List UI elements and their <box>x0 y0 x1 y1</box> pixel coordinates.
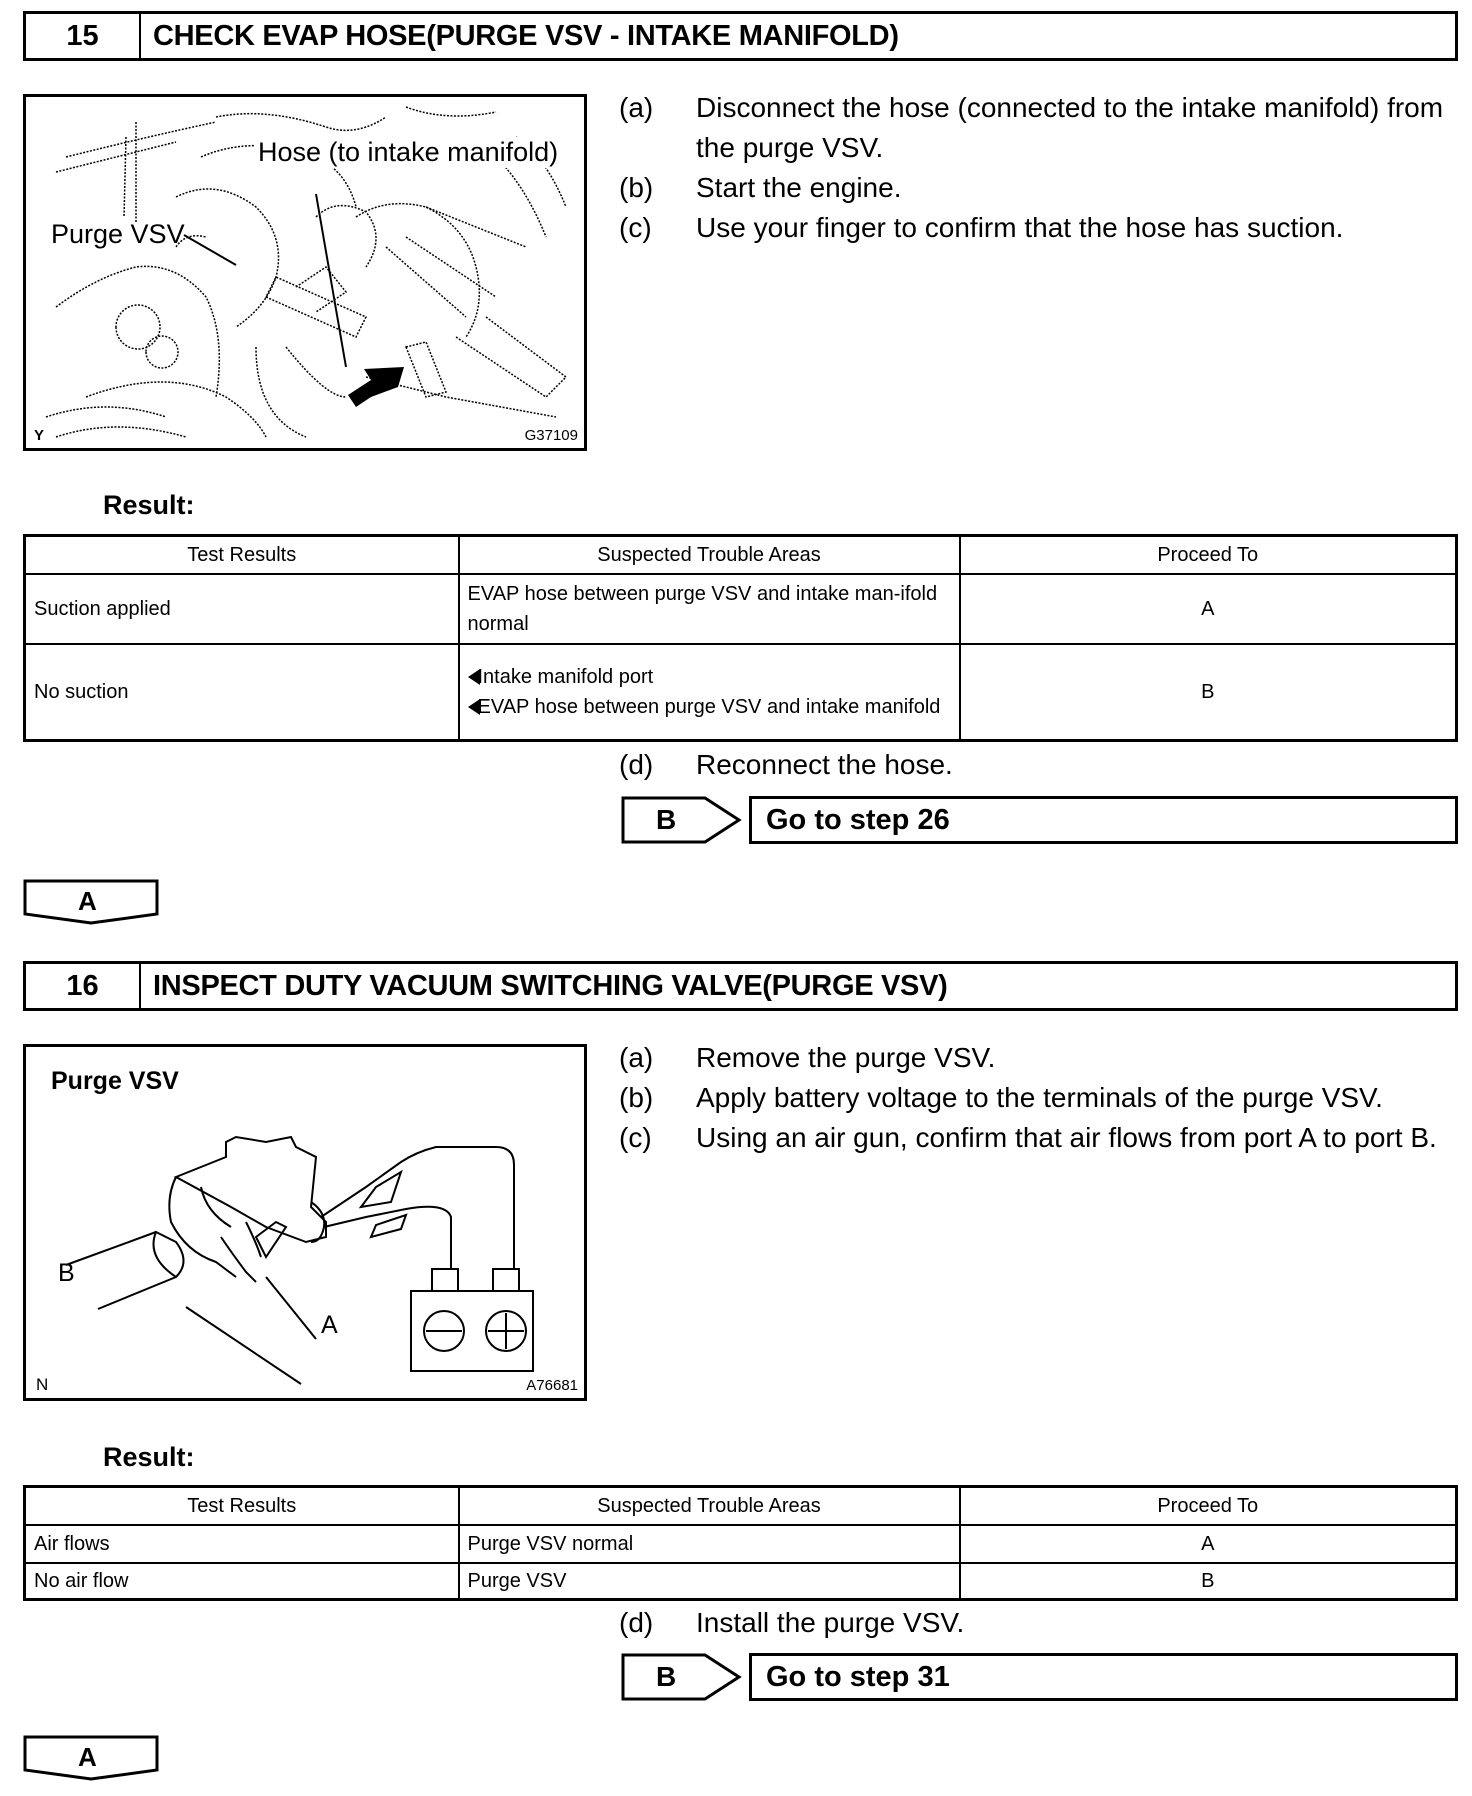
instruction-step: (a) Disconnect the hose (connected to the intake manifold) from the purge VSV. <box>619 92 1444 163</box>
branch-arrow-shape <box>621 1653 743 1701</box>
step-title: CHECK EVAP HOSE(PURGE VSV - INTAKE MANIFOLD) <box>153 19 899 52</box>
table-row <box>25 1563 1457 1599</box>
instruction-step: (d) Reconnect the hose. <box>619 749 953 780</box>
proceed-to-cell: B <box>960 644 1457 740</box>
figure-code: A76681 <box>526 1377 578 1394</box>
hose-label: Hose (to intake manifold) <box>254 137 562 168</box>
column-header: Suspected Trouble Areas <box>459 1487 960 1526</box>
step-number: 16 <box>26 964 141 1008</box>
column-header: Proceed To <box>960 536 1457 575</box>
proceed-to-cell: B <box>960 1563 1457 1599</box>
step-number: 15 <box>26 14 141 58</box>
figure-corner-mark: N <box>36 1375 49 1394</box>
engine-bay-illustration <box>23 94 587 451</box>
go-to-step-link[interactable]: Go to step 26 <box>749 796 1458 844</box>
figure-title: Purge VSV <box>51 1067 179 1095</box>
table-row <box>25 574 1457 644</box>
result-table <box>23 534 1458 742</box>
port-b-label: B <box>58 1259 75 1287</box>
proceed-to-cell: A <box>960 1525 1457 1563</box>
branch-arrow-shape <box>621 796 743 844</box>
test-result-cell: Suction applied <box>25 574 459 644</box>
branch-b-button[interactable]: B <box>621 1653 743 1701</box>
column-header: Test Results <box>25 1487 459 1526</box>
branch-a-button[interactable]: A <box>23 879 159 925</box>
table-row <box>25 1525 1457 1563</box>
result-heading: Result: <box>103 1442 195 1472</box>
figure-code: G37109 <box>524 427 578 444</box>
test-result-cell: No air flow <box>25 1563 459 1599</box>
trouble-area-cell: Intake manifold port EVAP hose between purge VSV and intake manifold <box>459 644 960 740</box>
step-16-header <box>23 961 1458 1011</box>
figure-corner-mark: Y <box>34 427 45 444</box>
table-header-row <box>25 1487 1457 1526</box>
trouble-area-cell: EVAP hose between purge VSV and intake man-ifold normal <box>459 574 960 644</box>
trouble-area-cell: Purge VSV <box>459 1563 960 1599</box>
proceed-to-cell: A <box>960 574 1457 644</box>
go-to-step-link[interactable]: Go to step 31 <box>749 1653 1458 1701</box>
column-header: Test Results <box>25 536 459 575</box>
instruction-step: (b) Start the engine. <box>619 172 902 203</box>
purge-vsv-illustration <box>23 1044 587 1401</box>
step-title: INSPECT DUTY VACUUM SWITCHING VALVE(PURGE VSV) <box>153 969 948 1002</box>
table-header-row <box>25 536 1457 575</box>
arrow-icon <box>348 367 404 407</box>
instruction-step: (c) Use your finger to confirm that the hose has suction. <box>619 212 1344 243</box>
test-result-cell: Air flows <box>25 1525 459 1563</box>
column-header: Proceed To <box>960 1487 1457 1526</box>
battery-icon <box>411 1269 533 1371</box>
result-heading: Result: <box>103 490 195 520</box>
instruction-step: (c) Using an air gun, confirm that air flows from port A to port B. <box>619 1122 1437 1153</box>
test-result-cell: No suction <box>25 644 459 740</box>
branch-b-button[interactable]: B <box>621 796 743 844</box>
result-table <box>23 1485 1458 1601</box>
purge-vsv-drawing <box>26 1047 587 1401</box>
step-15-header <box>23 11 1458 61</box>
purge-vsv-label: Purge VSV <box>51 219 185 249</box>
column-header: Suspected Trouble Areas <box>459 536 960 575</box>
port-a-label: A <box>321 1311 338 1339</box>
instruction-step: (b) Apply battery voltage to the terminals of the purge VSV. <box>619 1082 1383 1113</box>
instruction-step: (d) Install the purge VSV. <box>619 1607 965 1638</box>
instruction-step: (a) Remove the purge VSV. <box>619 1042 996 1073</box>
trouble-area-cell: Purge VSV normal <box>459 1525 960 1563</box>
table-row <box>25 644 1457 740</box>
branch-a-button[interactable]: A <box>23 1735 159 1781</box>
